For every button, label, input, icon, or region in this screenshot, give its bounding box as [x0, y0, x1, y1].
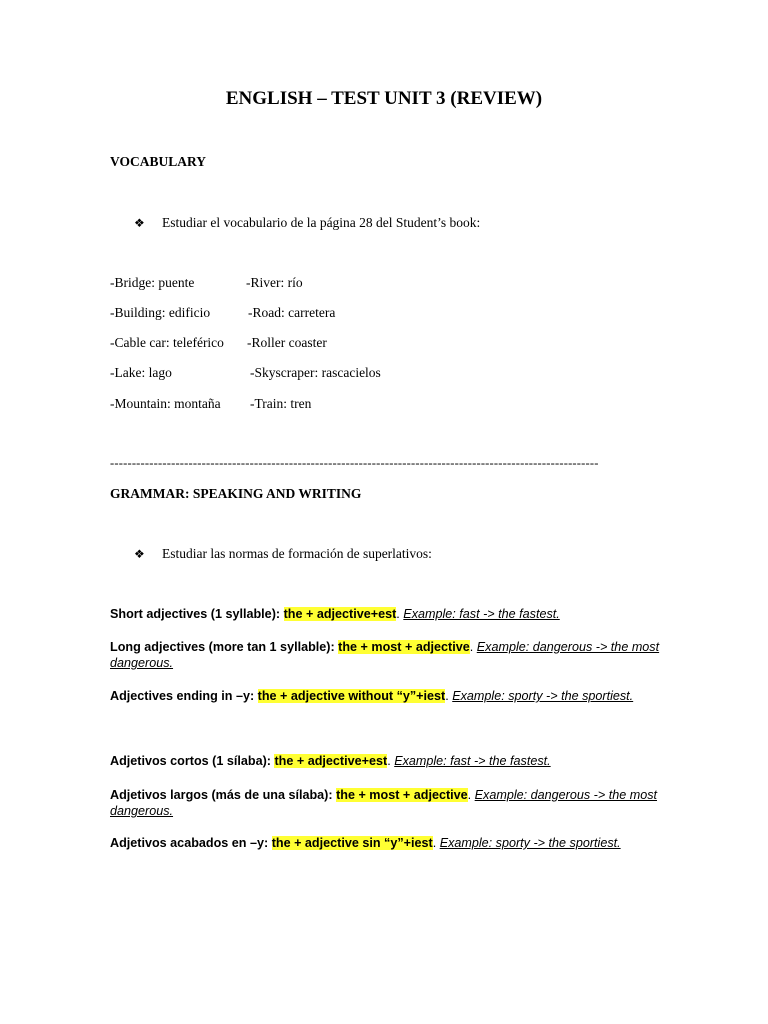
rule-example: Example: fast -> the fastest.	[403, 607, 560, 621]
vocab-item-left: -Lake: lago	[110, 365, 172, 380]
grammar-rule: Adjetivos acabados en –y: the + adjective sin “y”+iest. Example: sporty -> the sportiest.	[110, 836, 621, 850]
rule-label: Adjetivos acabados en –y:	[110, 836, 269, 850]
grammar-instruction: Estudiar las normas de formación de superlativos:	[162, 546, 432, 561]
vocabulary-instruction-line	[134, 215, 480, 231]
rule-example: Example: sporty -> the sportiest.	[452, 689, 634, 703]
rule-label: Adjetivos cortos (1 sílaba):	[110, 754, 271, 768]
rule-label: Adjetivos largos (más de una sílaba):	[110, 788, 333, 802]
vocab-item-right: -Train: tren	[250, 396, 312, 411]
grammar-rule: Long adjectives (more tan 1 syllable): the + most + adjective. Example: dangerous -> the most dangerous.	[110, 640, 660, 670]
vocab-item-left: -Bridge: puente	[110, 275, 195, 290]
rule-label: Adjectives ending in –y:	[110, 689, 255, 703]
rule-formula: the + adjective without “y”+iest	[257, 689, 446, 703]
rule-formula: the + adjective+est	[274, 754, 388, 768]
grammar-rule: Short adjectives (1 syllable): the + adjective+est. Example: fast -> the fastest.	[110, 607, 560, 621]
grammar-rule: Adjectives ending in –y: the + adjective without “y”+iest. Example: sporty -> the sportiest.	[110, 689, 634, 703]
rule-example: Example: sporty -> the sportiest.	[439, 836, 621, 850]
rule-example: Example: dangerous -> the most dangerous.	[110, 788, 658, 818]
rule-example: Example: fast -> the fastest.	[394, 754, 551, 768]
page-title: ENGLISH – TEST UNIT 3 (REVIEW)	[225, 88, 543, 109]
diamond-bullet-icon: ❖	[134, 547, 145, 561]
vocab-item-right: -Skyscraper: rascacielos	[250, 365, 381, 380]
vocab-item-left: -Building: edificio	[110, 305, 211, 320]
rule-formula: the + adjective sin “y”+iest	[271, 836, 433, 850]
grammar-rule: Adjetivos largos (más de una sílaba): the + most + adjective. Example: dangerous -> the most dangerous.	[110, 788, 658, 818]
grammar-heading: GRAMMAR: SPEAKING AND WRITING	[110, 486, 362, 501]
rule-label: Short adjectives (1 syllable):	[110, 607, 281, 621]
vocab-item-right: -River: río	[246, 275, 303, 290]
diamond-bullet-icon: ❖	[134, 216, 145, 230]
section-divider: ----------------------------------------------------------------------------------------------------------------	[110, 456, 599, 470]
rule-formula: the + adjective+est	[283, 607, 397, 621]
rule-example: Example: dangerous -> the most dangerous.	[110, 640, 660, 670]
vocabulary-instruction: Estudiar el vocabulario de la página 28 del Student’s book:	[162, 215, 481, 230]
rule-formula: the + most + adjective	[338, 640, 470, 654]
vocab-item-left: -Cable car: teleférico	[110, 335, 224, 350]
vocab-item-right: -Roller coaster	[247, 335, 327, 350]
rule-label: Long adjectives (more tan 1 syllable):	[110, 640, 335, 654]
vocab-item-left: -Mountain: montaña	[110, 396, 221, 411]
grammar-rule: Adjetivos cortos (1 sílaba): the + adjective+est. Example: fast -> the fastest.	[110, 754, 551, 768]
rule-formula: the + most + adjective	[336, 788, 468, 802]
vocabulary-heading: VOCABULARY	[110, 154, 207, 169]
vocab-item-right: -Road: carretera	[248, 305, 336, 320]
grammar-instruction-line	[134, 546, 432, 562]
